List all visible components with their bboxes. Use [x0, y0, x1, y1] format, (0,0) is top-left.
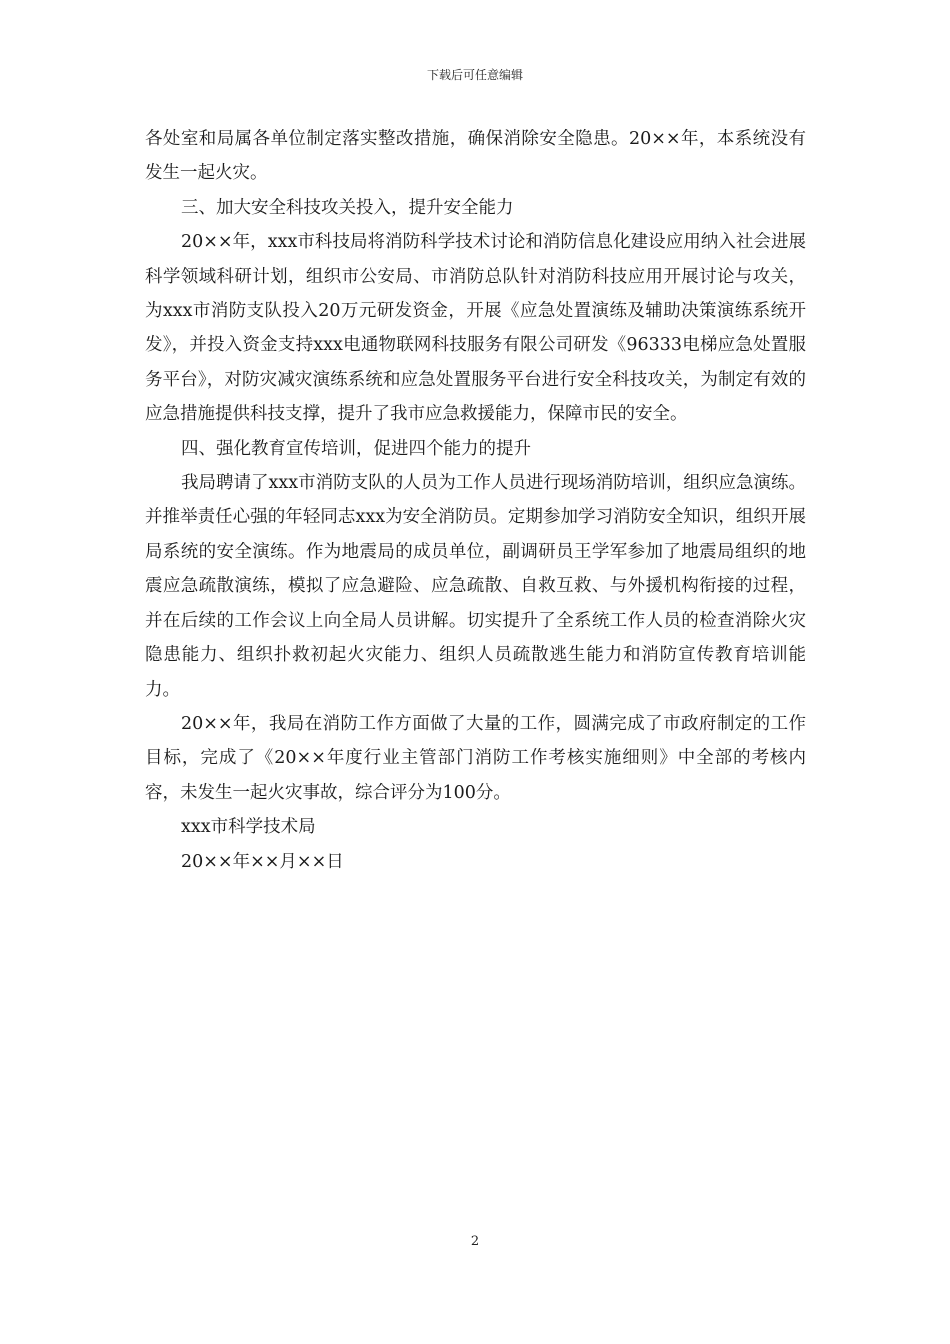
paragraph-training: 我局聘请了xxx市消防支队的人员为工作人员进行现场消防培训，组织应急演练。并推举责任心强的年轻同志xxx为安全消防员。定期参加学习消防安全知识，组织开展局系统的安全演练。作为地震局的成员单位，副调研员王学军参加了地震局组织的地震应急疏散演练，模拟了应急避险、应急疏散、自救互救、与外援机构衔接的过程，并在后续的工作会议上向全局人员讲解。切实提升了全系统工作人员的检查消除火灾隐患能力、组织扑救初起火灾能力、组织人员疏散逃生能力和消防宣传教育培训能力。	[145, 473, 806, 700]
section-heading-3: 三、加大安全科技攻关投入，提升安全能力	[181, 197, 514, 218]
page-number: 2	[470, 1234, 480, 1249]
signature-organization: xxx市科学技术局	[181, 817, 316, 838]
paragraph-summary: 20××年，我局在消防工作方面做了大量的工作，圆满完成了市政府制定的工作目标，完成了《20××年度行业主管部门消防工作考核实施细则》中全部的考核内容，未发生一起火灾事故，综合评分为100分。	[145, 713, 806, 803]
page-header: 下载后可任意编辑	[426, 68, 523, 82]
document-body	[145, 122, 806, 879]
signature-date: 20××年××月××日	[181, 851, 344, 872]
paragraph-tech-investment: 20××年，xxx市科技局将消防科学技术讨论和消防信息化建设应用纳入社会进展科学领域科研计划，组织市公安局、市消防总队针对消防科技应用开展讨论与攻关，为xxx市消防支队投入20万元研发资金，开展《应急处置演练及辅助决策演练系统开发》，并投入资金支持xxx电通物联网科技服务有限公司研发《96333电梯应急处置服务平台》，对防灾减灾演练系统和应急处置服务平台进行安全科技攻关，为制定有效的应急措施提供科技支撑，提升了我市应急救援能力，保障市民的安全。	[145, 232, 806, 425]
section-heading-4: 四、强化教育宣传培训，促进四个能力的提升	[181, 438, 531, 459]
paragraph-continuation: 各处室和局属各单位制定落实整改措施，确保消除安全隐患。20××年，本系统没有发生一起火灾。	[145, 129, 806, 184]
